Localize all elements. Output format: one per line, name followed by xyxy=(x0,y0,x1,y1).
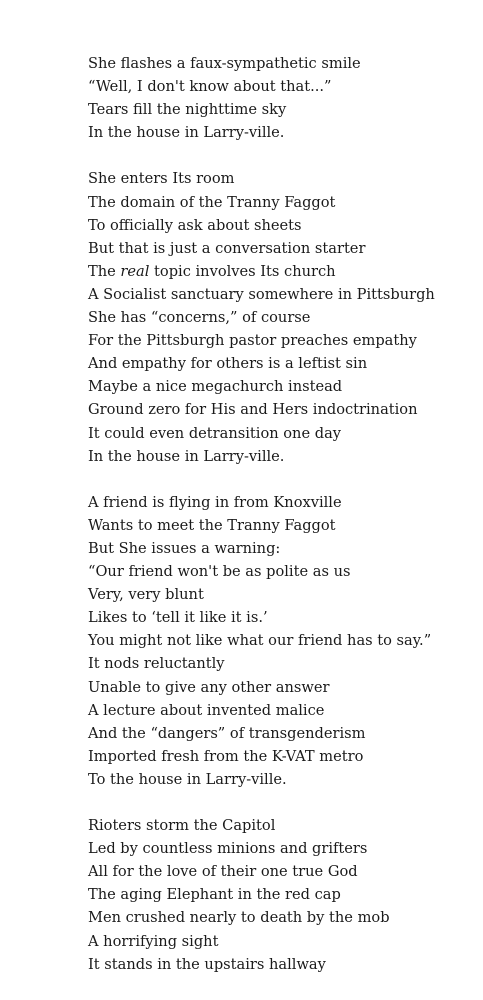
stanza-2 xyxy=(88,167,478,467)
stanza-3 xyxy=(88,491,478,791)
poem-body xyxy=(88,52,478,999)
poem-line: Maybe a nice megachurch instead xyxy=(88,378,343,396)
poem-line: A horrifying sight xyxy=(88,932,219,950)
poem-line: Led by countless minions and grifters xyxy=(88,840,368,858)
stanza-1 xyxy=(88,52,478,144)
poem-line-emphasis: real xyxy=(120,262,150,280)
poem-line: “Our friend won't be as polite as us xyxy=(88,563,351,581)
poem-line: In the house in Larry-ville. xyxy=(88,124,285,142)
poem-line: But that is just a conversation starter xyxy=(88,239,366,257)
poem-line: Likes to ‘tell it like it is.’ xyxy=(88,609,268,627)
poem-line: A friend is flying in from Knoxville xyxy=(88,493,342,511)
poem-line: And empathy for others is a leftist sin xyxy=(88,355,368,373)
poem-line: She enters Its room xyxy=(88,170,235,188)
poem-line: Wants to meet the Tranny Faggot xyxy=(88,516,336,534)
poem-line: Very, very blunt xyxy=(88,586,204,604)
poem-line: You might not like what our friend has to say.” xyxy=(88,632,432,650)
poem-line: “Well, I don't know about that...” xyxy=(88,78,332,96)
poem-line: A lecture about invented malice xyxy=(88,701,325,719)
poem-line: A Socialist sanctuary somewhere in Pittsburgh xyxy=(88,285,435,303)
poem-line: It stands in the upstairs hallway xyxy=(88,955,326,973)
poem-line: Tears fill the nighttime sky xyxy=(88,101,287,119)
poem-line: She has “concerns,” of course xyxy=(88,309,311,327)
poem-line: She flashes a faux-sympathetic smile xyxy=(88,55,361,72)
poem-line: And the “dangers” of transgenderism xyxy=(88,724,366,742)
poem-line: For the Pittsburgh pastor preaches empathy xyxy=(88,332,417,350)
poem-line: The aging Elephant in the red cap xyxy=(88,886,341,904)
poem-line: In the house in Larry-ville. xyxy=(88,447,285,465)
poem-line: But She issues a warning: xyxy=(88,539,281,557)
poem-line: All for the love of their one true God xyxy=(88,863,358,881)
poem-line: The domain of the Tranny Faggot xyxy=(88,193,336,211)
poem-line: Unable to give any other answer xyxy=(88,678,330,696)
poem-line: Imported fresh from the K-VAT metro xyxy=(88,747,364,765)
poem-line-start: The xyxy=(88,262,121,280)
poem-line: It could even detransition one day xyxy=(88,424,342,442)
stanza-4 xyxy=(88,814,478,976)
poem-line: Men crushed nearly to death by the mob xyxy=(88,909,390,927)
poem-line-end: topic involves Its church xyxy=(149,262,336,280)
poem-line: Rioters storm the Capitol xyxy=(88,817,276,835)
poem-line: To the house in Larry-ville. xyxy=(88,770,287,788)
poem-line: It nods reluctantly xyxy=(88,655,225,673)
poem-line: Ground zero for His and Hers indoctrination xyxy=(88,401,418,419)
poem-line xyxy=(88,260,478,283)
poem-line: To officially ask about sheets xyxy=(88,216,302,234)
